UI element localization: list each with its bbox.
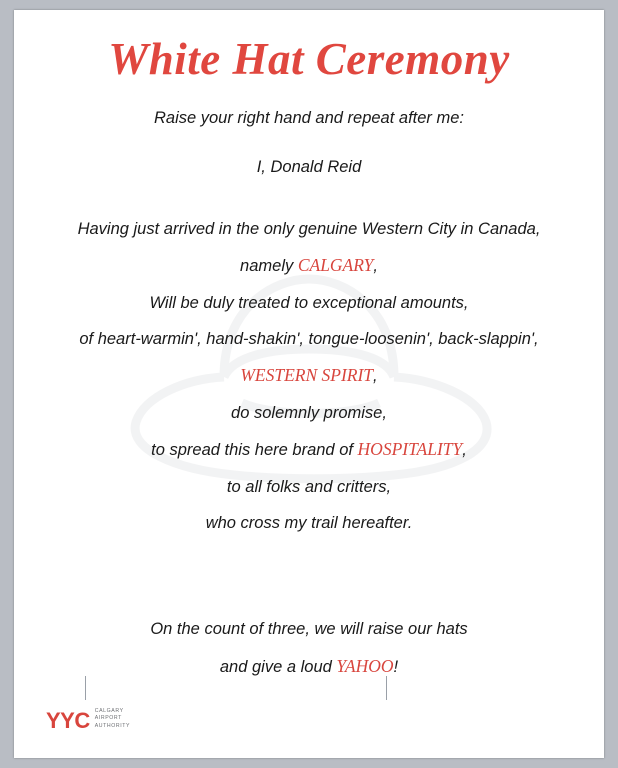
oath-line-western-spirit [14, 364, 604, 388]
instruction-line: Raise your right hand and repeat after me: [153, 109, 464, 128]
yahoo-suffix: ! [393, 657, 399, 676]
oath-line-arrived: Having just arrived in the only genuine Western City in Canada, [77, 219, 541, 238]
oath-line-trail: who cross my trail hereafter. [205, 513, 413, 532]
spacer [14, 130, 604, 156]
certificate-content [14, 10, 604, 678]
yyc-logo [46, 708, 130, 732]
oath-line-namely [14, 254, 604, 278]
spacer [14, 592, 604, 618]
fold-mark-right [386, 676, 387, 700]
logo-subtext-line1: CALGARY [94, 707, 124, 714]
yahoo-prefix: and give a loud [219, 657, 337, 676]
fold-mark-left [85, 676, 86, 700]
hospitality-highlight: HOSPITALITY [357, 439, 463, 460]
spacer [14, 240, 604, 254]
oath-line-promise: do solemnly promise, [231, 403, 387, 422]
spacer [14, 534, 604, 592]
logo-subtext [95, 708, 130, 732]
closing-line-yahoo [14, 655, 604, 679]
certificate-page [14, 10, 604, 758]
namely-suffix: , [373, 257, 378, 276]
oath-line-amounts: of heart-warmin', hand-shakin', tongue-loosenin', back-slappin', [79, 329, 539, 348]
spacer [14, 278, 604, 292]
spacer [14, 314, 604, 328]
oath-line-hospitality [14, 438, 604, 462]
oath-line-folks: to all folks and critters, [226, 477, 392, 496]
calgary-highlight: CALGARY [297, 255, 374, 276]
spacer [14, 641, 604, 655]
closing-line-count: On the count of three, we will raise our hats [150, 620, 468, 639]
spread-suffix: , [462, 441, 467, 460]
yahoo-highlight: YAHOO [336, 655, 394, 676]
namely-prefix: namely [240, 257, 298, 276]
page-title: White Hat Ceremony [108, 34, 510, 84]
logo-subtext-line3: AUTHORITY [94, 723, 131, 730]
logo-wordmark: YYC [46, 708, 90, 733]
oath-line-duly: Will be duly treated to exceptional amounts, [149, 293, 469, 312]
western-spirit-suffix: , [373, 367, 378, 386]
spacer [14, 424, 604, 438]
spacer [14, 350, 604, 364]
spacer [14, 388, 604, 402]
recipient-name-line: I, Donald Reid [256, 157, 362, 176]
spacer [14, 498, 604, 512]
western-spirit-highlight: WESTERN SPIRIT [240, 365, 374, 386]
spread-prefix: to spread this here brand of [151, 441, 358, 460]
spacer [14, 462, 604, 476]
logo-subtext-line2: AIRPORT [94, 715, 122, 722]
spacer [14, 178, 604, 218]
